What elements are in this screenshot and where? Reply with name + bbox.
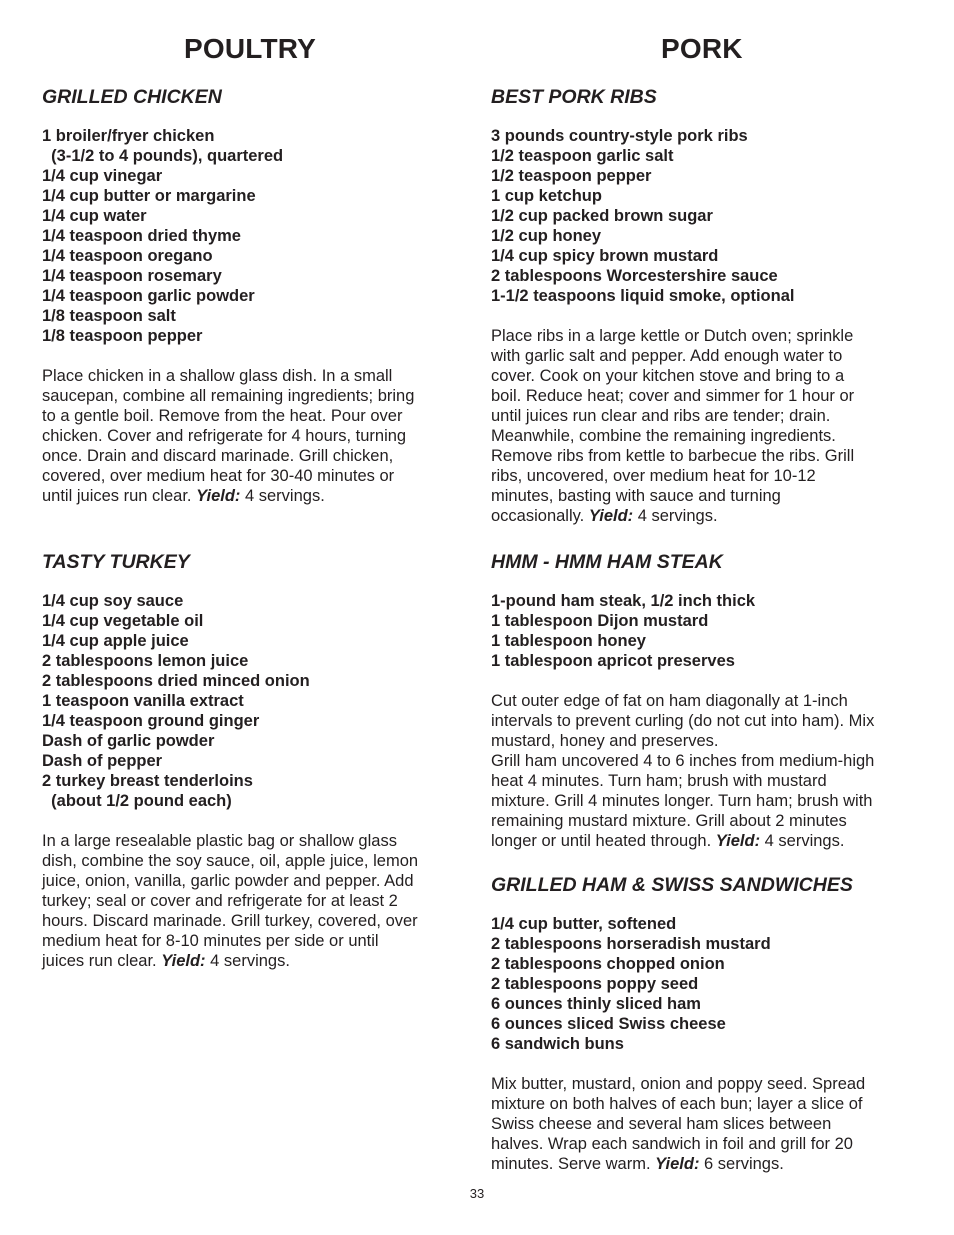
direction-line [42,931,462,951]
ingredient-list [42,126,462,346]
recipe-title: BEST PORK RIBS [491,86,657,108]
yield-value: 4 servings. [633,507,718,525]
direction-text: chicken. Cover and refrigerate for 4 hours, turning [42,427,407,445]
direction-text: mustard, honey and preserves. [491,732,719,750]
direction-text: heat 4 minutes. Turn ham; brush with mustard [491,772,827,790]
ingredient-line: 1/4 cup vegetable oil [42,612,204,630]
direction-line [491,811,916,831]
ingredient-line: Dash of pepper [42,752,163,770]
direction-text: Meanwhile, combine the remaining ingredients. [491,427,836,445]
direction-line [42,951,462,971]
direction-line [491,751,916,771]
direction-text: saucepan, combine all remaining ingredients; bring [42,387,415,405]
direction-line [42,831,462,851]
direction-text: to a gentle boil. Remove from the heat. Pour over [42,407,403,425]
direction-line [491,366,916,386]
yield-value: 4 servings. [240,487,325,505]
yield-label: Yield: [715,832,761,850]
ingredient-line: 1/4 cup water [42,207,147,225]
ingredient-line: 1 tablespoon Dijon mustard [491,612,709,630]
direction-text: occasionally. [491,507,585,525]
direction-text: cover. Cook on your kitchen stove and bring to a [491,367,845,385]
ingredient-list [491,126,916,306]
direction-text: Swiss cheese and several ham slices between [491,1115,832,1133]
direction-line [491,1154,916,1174]
directions [42,831,462,971]
ingredient-line: 1 broiler/fryer chicken [42,127,215,145]
directions [491,691,916,851]
page-number: 33 [469,1186,485,1201]
ingredient-line: 1/8 teaspoon pepper [42,327,203,345]
ingredient-line: 6 sandwich buns [491,1035,624,1053]
direction-line [491,771,916,791]
direction-text: medium heat for 8-10 minutes per side or until [42,932,379,950]
direction-line [491,486,916,506]
ingredient-line: 1/8 teaspoon salt [42,307,176,325]
direction-line [42,406,462,426]
ingredient-line: 1/4 teaspoon rosemary [42,267,222,285]
direction-text: Grill ham uncovered 4 to 6 inches from medium-high [491,752,875,770]
direction-line [42,366,462,386]
section-heading-poultry: POULTRY [184,33,317,64]
direction-line [491,386,916,406]
yield-value: 6 servings. [699,1155,784,1173]
yield-value: 4 servings. [205,952,290,970]
ingredient-line: 1/2 cup honey [491,227,602,245]
yield-label: Yield: [588,507,634,525]
ingredient-line: 6 ounces sliced Swiss cheese [491,1015,726,1033]
direction-line [491,711,916,731]
recipe-title: HMM - HMM HAM STEAK [491,551,723,573]
recipe-title: GRILLED HAM & SWISS SANDWICHES [491,874,853,896]
direction-line [491,466,916,486]
direction-line [42,851,462,871]
direction-text: In a large resealable plastic bag or shallow glass [42,832,397,850]
directions [42,366,462,506]
direction-line [491,1114,916,1134]
direction-text: once. Drain and discard marinade. Grill chicken, [42,447,394,465]
direction-line [491,731,916,751]
direction-line [491,791,916,811]
ingredient-line: 1/2 teaspoon garlic salt [491,147,674,165]
ingredient-line: 2 tablespoons poppy seed [491,975,699,993]
ingredient-list [42,591,462,811]
ingredient-line: 1/4 cup butter or margarine [42,187,256,205]
ingredient-line: 2 tablespoons dried minced onion [42,672,310,690]
directions [491,326,916,526]
direction-text: Cut outer edge of fat on ham diagonally at 1-inch [491,692,848,710]
recipe-best-pork-ribs [491,85,916,526]
section-heading-pork: PORK [661,33,743,64]
yield-value: 4 servings. [760,832,845,850]
direction-text: turkey; seal or cover and refrigerate for at least 2 [42,892,398,910]
direction-text: Remove ribs from kettle to barbecue the ribs. Grill [491,447,855,465]
direction-text: minutes, basting with sauce and turning [491,487,781,505]
ingredient-line: 6 ounces thinly sliced ham [491,995,701,1013]
ingredient-line: 1/4 cup spicy brown mustard [491,247,719,265]
recipe-ham-swiss-sandwiches [491,873,916,1174]
ingredient-line: 1 tablespoon apricot preserves [491,652,735,670]
recipe-grilled-chicken [42,85,462,506]
direction-text: hours. Discard marinade. Grill turkey, covered, over [42,912,418,930]
direction-line [491,346,916,366]
yield-label: Yield: [655,1155,700,1173]
yield-label: Yield: [196,487,241,505]
ingredient-line: (about 1/2 pound each) [42,792,232,810]
direction-text: juice, onion, vanilla, garlic powder and pepper. Add [42,872,414,890]
direction-line [491,1074,916,1094]
direction-text: with garlic salt and pepper. Add enough water to [491,347,843,365]
direction-text: Place ribs in a large kettle or Dutch oven; sprinkle [491,327,854,345]
ingredient-line: (3-1/2 to 4 pounds), quartered [42,147,284,165]
direction-line [42,466,462,486]
direction-text: longer or until heated through. [491,832,712,850]
direction-line [42,486,462,506]
direction-text: Mix butter, mustard, onion and poppy seed. Spread [491,1075,866,1093]
direction-line [42,891,462,911]
direction-line [491,506,916,526]
ingredient-line: 1/4 teaspoon garlic powder [42,287,255,305]
ingredient-line: 3 pounds country-style pork ribs [491,127,748,145]
direction-line [42,426,462,446]
ingredient-list [491,591,916,671]
direction-line [491,426,916,446]
direction-text: boil. Reduce heat; cover and simmer for 1 hour or [491,387,855,405]
direction-text: intervals to prevent curling (do not cut into ham). Mix [491,712,875,730]
direction-line [491,446,916,466]
direction-line [491,691,916,711]
direction-text: mixture. Grill 4 minutes longer. Turn ham; brush with [491,792,873,810]
ingredient-line: 1 cup ketchup [491,187,602,205]
yield-label: Yield: [161,952,206,970]
direction-line [491,831,916,851]
direction-text: covered, over medium heat for 30-40 minutes or [42,467,395,485]
ingredient-line: 1 teaspoon vanilla extract [42,692,244,710]
ingredient-line: 2 tablespoons horseradish mustard [491,935,771,953]
recipe-tasty-turkey [42,550,462,971]
direction-line [491,1134,916,1154]
direction-text: remaining mustard mixture. Grill about 2 minutes [491,812,847,830]
direction-text: halves. Wrap each sandwich in foil and grill for 20 [491,1135,853,1153]
ingredient-line: 1/4 teaspoon dried thyme [42,227,241,245]
direction-text: dish, combine the soy sauce, oil, apple juice, lemon [42,852,419,870]
ingredient-line: 2 tablespoons Worcestershire sauce [491,267,778,285]
ingredient-list [491,914,916,1054]
ingredient-line: 2 tablespoons lemon juice [42,652,249,670]
direction-line [491,1094,916,1114]
direction-text: minutes. Serve warm. [491,1155,651,1173]
ingredient-line: 1/4 cup apple juice [42,632,189,650]
ingredient-line: 1 tablespoon honey [491,632,646,650]
ingredient-line: 1-1/2 teaspoons liquid smoke, optional [491,287,795,305]
direction-line [491,326,916,346]
ingredient-line: 1-pound ham steak, 1/2 inch thick [491,592,756,610]
recipe-title: GRILLED CHICKEN [42,86,222,108]
direction-text: ribs, uncovered, over medium heat for 10-12 [491,467,816,485]
direction-line [42,386,462,406]
direction-text: until juices run clear. [42,487,192,505]
direction-line [42,871,462,891]
ingredient-line: 1/4 cup butter, softened [491,915,677,933]
direction-line [42,446,462,466]
directions [491,1074,916,1174]
ingredient-line: 2 turkey breast tenderloins [42,772,253,790]
direction-text: mixture on both halves of each bun; layer a slice of [491,1095,863,1113]
direction-text: juices run clear. [42,952,157,970]
direction-line [42,911,462,931]
ingredient-line: 1/4 cup vinegar [42,167,163,185]
ingredient-line: 1/4 cup soy sauce [42,592,184,610]
direction-line [491,406,916,426]
ingredient-line: 1/2 teaspoon pepper [491,167,652,185]
ingredient-line: Dash of garlic powder [42,732,215,750]
ingredient-line: 1/4 teaspoon oregano [42,247,213,265]
recipe-title: TASTY TURKEY [42,551,190,573]
direction-text: until juices run clear and ribs are tender; drain. [491,407,831,425]
recipe-ham-steak [491,550,916,851]
ingredient-line: 2 tablespoons chopped onion [491,955,725,973]
ingredient-line: 1/4 teaspoon ground ginger [42,712,260,730]
direction-text: Place chicken in a shallow glass dish. In a small [42,367,393,385]
ingredient-line: 1/2 cup packed brown sugar [491,207,713,225]
